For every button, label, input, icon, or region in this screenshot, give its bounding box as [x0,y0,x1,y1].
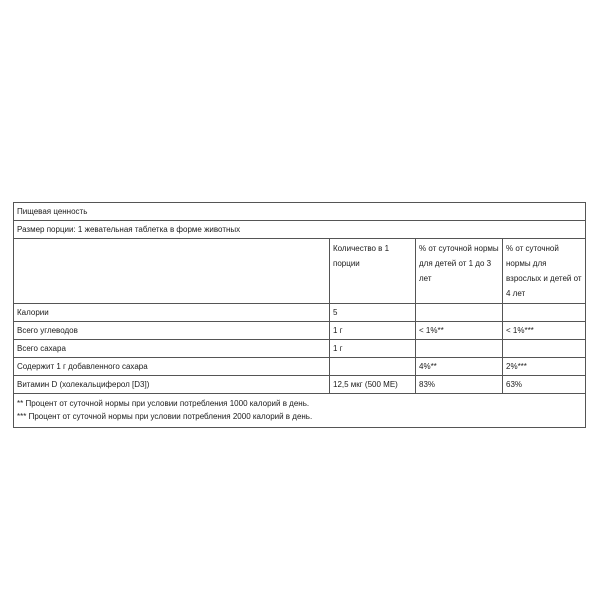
table-row [14,376,585,394]
table-row [14,304,585,322]
nutrient-dv-children: < 1%** [416,322,503,339]
footnote-adults: *** Процент от суточной нормы при условии потребления 2000 калорий в день. [17,412,313,421]
nutrient-dv-children: 83% [416,376,503,393]
table-title: Пищевая ценность [17,207,88,216]
nutrient-dv-adults: 63% [506,380,523,389]
nutrient-dv-adults [503,304,585,321]
header-dv-children: % от суточной нормы для детей от 1 до 3 лет [416,239,503,303]
nutrient-name: Содержит 1 г добавленного сахара [14,358,330,375]
nutrient-name: Всего углеводов [14,322,330,339]
header-amount: Количество в 1 порции [330,239,416,303]
nutrient-name: Всего сахара [14,340,330,357]
nutrient-dv-children: 4%** [416,358,503,375]
nutrient-dv-children [416,340,503,357]
footnotes-row [14,394,585,427]
nutrient-amount: 1 г [330,322,416,339]
nutrient-amount [330,358,416,375]
table-title-row [14,203,585,221]
table-row [14,340,585,358]
column-header-row [14,239,585,304]
nutrition-facts-table [13,202,586,428]
nutrient-dv-adults: 2%*** [506,362,527,371]
nutrient-dv-adults [503,340,585,357]
header-empty-cell [14,239,330,303]
nutrient-amount: 1 г [330,340,416,357]
nutrient-name: Витамин D (холекальциферол [D3]) [14,376,330,393]
nutrient-amount: 12,5 мкг (500 МЕ) [330,376,416,393]
footnote-children: ** Процент от суточной нормы при условии потребления 1000 калорий в день. [17,399,310,408]
nutrient-dv-children [416,304,503,321]
header-dv-adults: % от суточной нормы для взрослых и детей от 4 лет [506,244,582,298]
serving-size: Размер порции: 1 жевательная таблетка в форме животных [17,225,241,234]
footnotes [14,394,585,427]
table-row [14,358,585,376]
nutrient-dv-adults: < 1%*** [506,326,534,335]
nutrient-amount: 5 [330,304,416,321]
serving-size-row [14,221,585,239]
nutrient-name: Калории [14,304,330,321]
table-row [14,322,585,340]
